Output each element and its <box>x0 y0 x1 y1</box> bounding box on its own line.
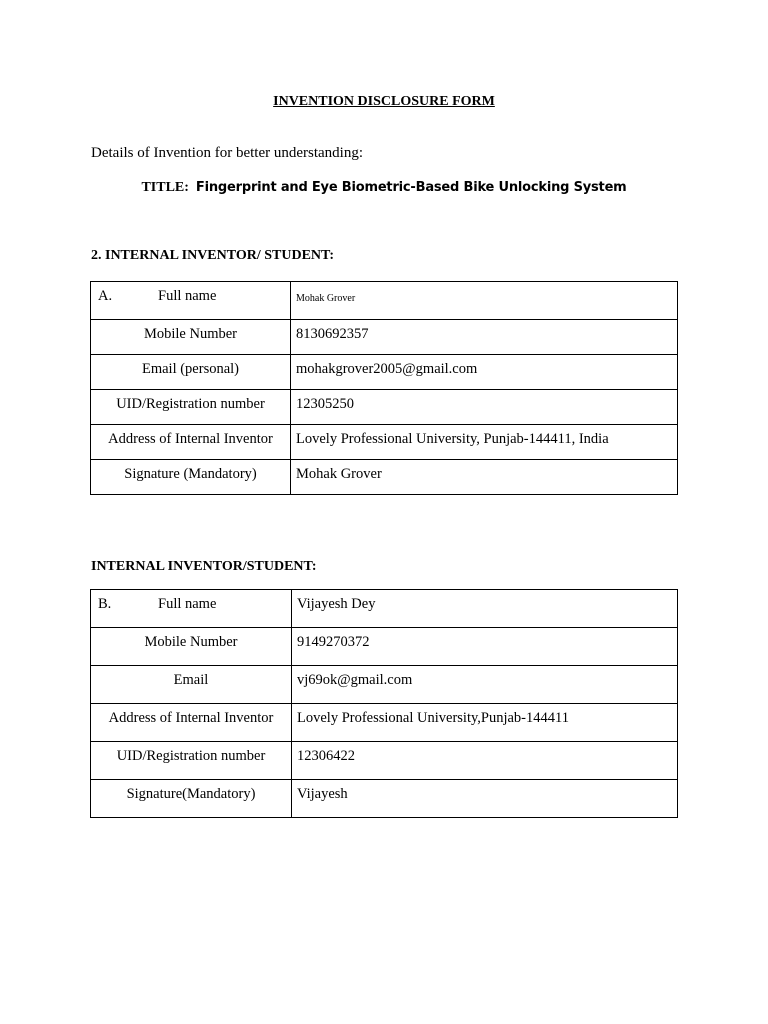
table-row <box>91 666 678 704</box>
table-row <box>91 460 678 495</box>
intro-text: Details of Invention for better understanding: <box>91 145 364 161</box>
row-label-cell <box>91 628 292 666</box>
form-title: INVENTION DISCLOSURE FORM <box>273 94 495 109</box>
row-label: Email (personal) <box>141 361 240 377</box>
table-row <box>91 628 678 666</box>
inventor-a-email: mohakgrover2005@gmail.com <box>296 361 478 377</box>
row-label: Full name <box>158 288 217 304</box>
inventor-a-heading: 2. INTERNAL INVENTOR/ STUDENT: <box>91 248 334 263</box>
table-row <box>91 425 678 460</box>
inventor-a-table <box>90 281 678 495</box>
inventor-b-table <box>90 589 678 818</box>
row-value-cell <box>292 742 678 780</box>
row-label-cell <box>91 590 292 628</box>
row-value-cell <box>291 282 678 320</box>
inventor-b-email: vj69ok@gmail.com <box>297 672 413 688</box>
inventor-a-address: Lovely Professional University, Punjab-144411, India <box>296 431 609 447</box>
inventor-b-signature: Vijayesh <box>297 786 348 802</box>
inventor-b-heading: INTERNAL INVENTOR/STUDENT: <box>91 559 317 574</box>
row-label: Signature(Mandatory) <box>126 786 256 802</box>
inventor-b-full-name: Vijayesh Dey <box>297 596 376 612</box>
row-value-cell <box>292 628 678 666</box>
inventor-a-full-name: Mohak Grover <box>296 293 356 304</box>
inventor-a-mobile: 8130692357 <box>296 326 369 342</box>
table-row <box>91 320 678 355</box>
table-row <box>91 282 678 320</box>
table-row <box>91 742 678 780</box>
row-label: Email <box>173 672 209 688</box>
row-label-cell <box>91 390 291 425</box>
row-label: Address of Internal Inventor <box>108 710 274 726</box>
invention-title-line <box>0 180 768 196</box>
row-value-cell <box>291 390 678 425</box>
row-label-cell <box>91 320 291 355</box>
row-value-cell <box>292 704 678 742</box>
row-label: UID/Registration number <box>116 396 265 412</box>
row-label: Signature (Mandatory) <box>124 466 257 482</box>
row-label: UID/Registration number <box>116 748 266 764</box>
row-label-cell <box>91 282 291 320</box>
row-label-cell <box>91 460 291 495</box>
table-row <box>91 590 678 628</box>
row-value-cell <box>292 590 678 628</box>
invention-title-value: Fingerprint and Eye Biometric-Based Bike Unlocking System <box>195 180 627 195</box>
row-label-cell <box>91 666 292 704</box>
inventor-a-uid: 12305250 <box>296 396 354 412</box>
inventor-a-signature: Mohak Grover <box>296 466 382 482</box>
row-value-cell <box>292 666 678 704</box>
row-value-cell <box>291 425 678 460</box>
table-row <box>91 704 678 742</box>
table-row <box>91 780 678 818</box>
row-label: Mobile Number <box>144 634 238 650</box>
invention-title-label: TITLE: <box>141 180 189 195</box>
row-label-cell <box>91 780 292 818</box>
row-label-cell <box>91 425 291 460</box>
inventor-b-address: Lovely Professional University,Punjab-144411 <box>297 710 569 726</box>
inventor-a-letter: A. <box>98 288 113 304</box>
inventor-b-mobile: 9149270372 <box>297 634 370 650</box>
row-label: Mobile Number <box>143 326 238 342</box>
table-row <box>91 355 678 390</box>
row-value-cell <box>291 460 678 495</box>
row-label-cell <box>91 742 292 780</box>
table-row <box>91 390 678 425</box>
row-label: Address of Internal Inventor <box>108 431 273 447</box>
row-value-cell <box>291 320 678 355</box>
inventor-b-uid: 12306422 <box>297 748 355 764</box>
row-value-cell <box>291 355 678 390</box>
row-value-cell <box>292 780 678 818</box>
row-label-cell <box>91 355 291 390</box>
row-label: Full name <box>158 596 217 612</box>
row-label-cell <box>91 704 292 742</box>
inventor-b-letter: B. <box>98 596 112 612</box>
